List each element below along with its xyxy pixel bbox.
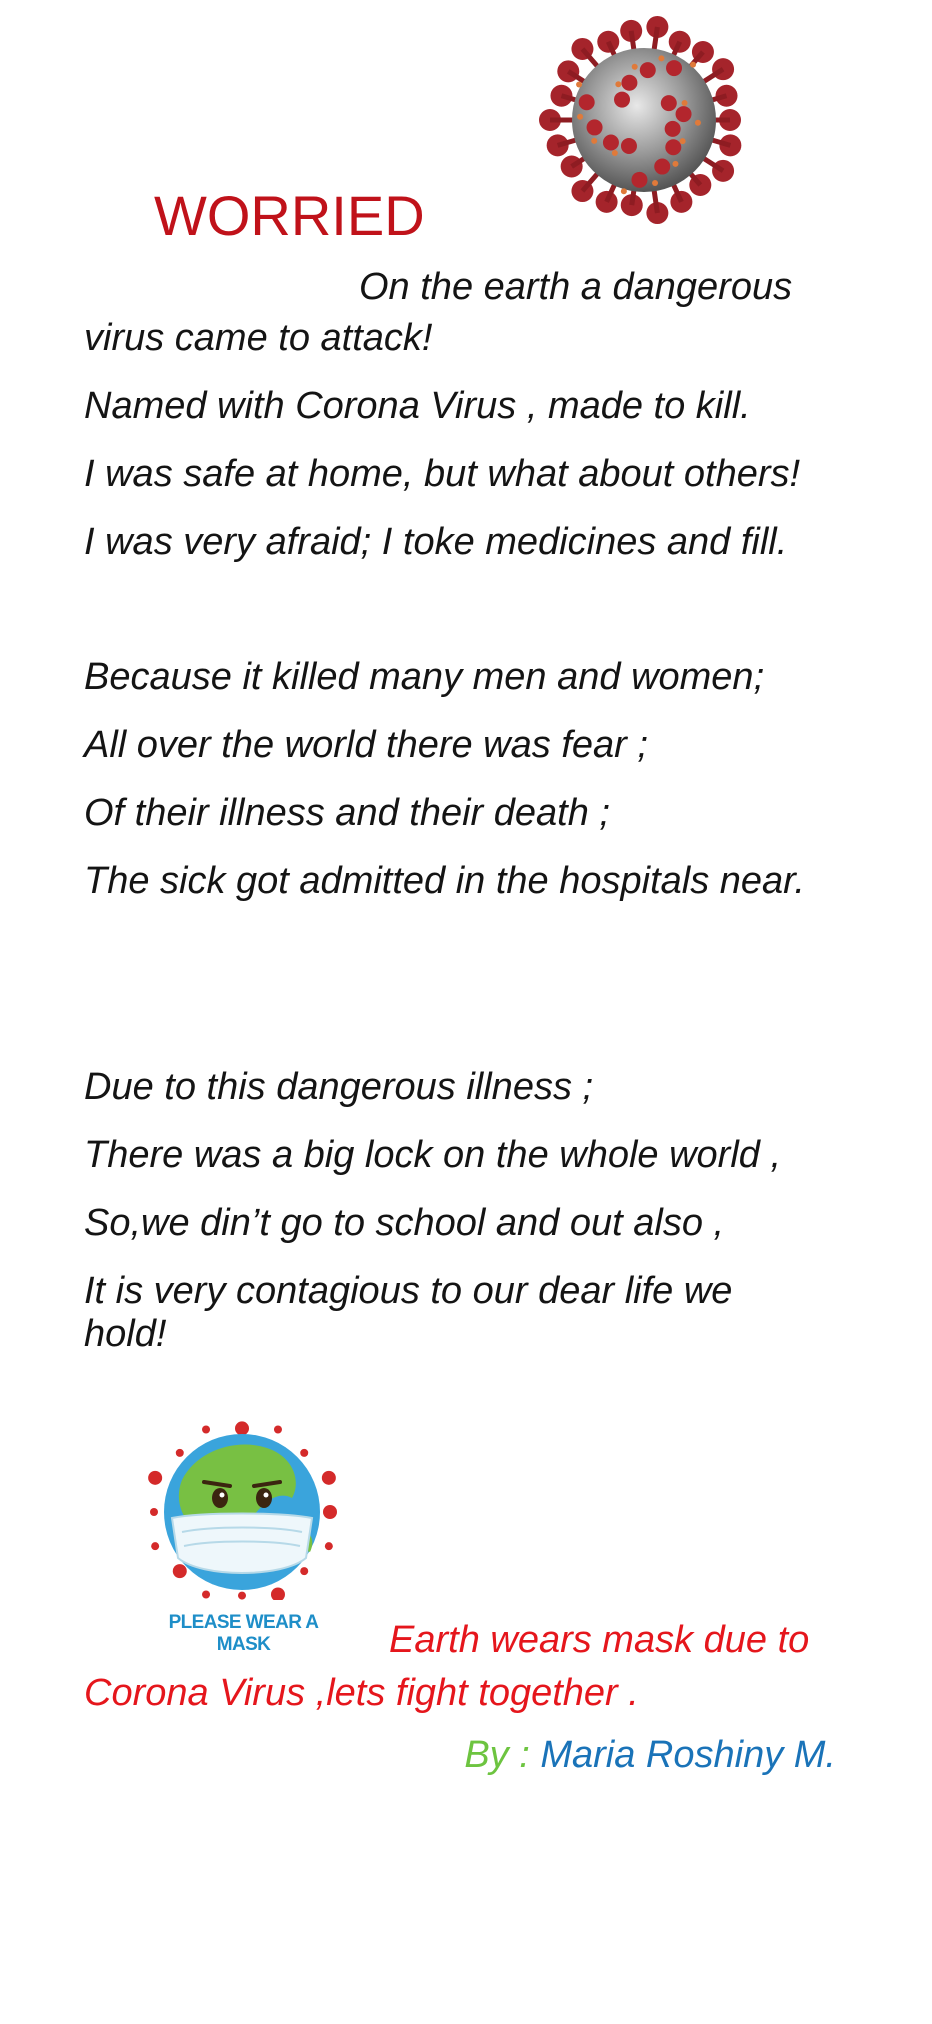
earth-mask-icon (142, 1420, 342, 1600)
poem-line: virus came to attack! (84, 317, 433, 359)
poem-line: Named with Corona Virus , made to kill. (84, 385, 751, 427)
poem-line: There was a big lock on the whole world , (84, 1134, 782, 1176)
poem-title: WORRIED (154, 184, 425, 247)
poem-line: I was very afraid; I toke medicines and fill. (84, 521, 788, 563)
poem-line: It is very contagious to our dear life we hold! (84, 1270, 733, 1355)
closing-line (84, 1614, 884, 1720)
stanza-2 (84, 656, 884, 928)
poem-line: I was safe at home, but what about others! (84, 453, 801, 495)
coronavirus-icon (536, 12, 752, 228)
author-byline (464, 1734, 836, 1777)
poem-line: Of their illness and their death ; (84, 792, 610, 834)
closing-text: Corona Virus ,lets fight together . (84, 1672, 639, 1715)
mask-caption: PLEASE WEAR A MASK (168, 1612, 319, 1655)
closing-text: Earth wears mask due to (389, 1619, 810, 1661)
poem-line: Because it killed many men and women; (84, 656, 765, 698)
stanza-3 (84, 1066, 884, 1355)
poem-line: On the earth a dangerous (359, 266, 793, 308)
stanza-1 (84, 266, 884, 564)
poem-line: So,we din’t go to school and out also , (84, 1202, 725, 1244)
author-name: Maria Roshiny M. (540, 1734, 836, 1776)
poem-line: All over the world there was fear ; (84, 724, 648, 766)
poem-line: The sick got admitted in the hospitals near. (84, 860, 805, 902)
byline-prefix: By : (464, 1734, 541, 1776)
poem-line: Due to this dangerous illness ; (84, 1066, 594, 1108)
